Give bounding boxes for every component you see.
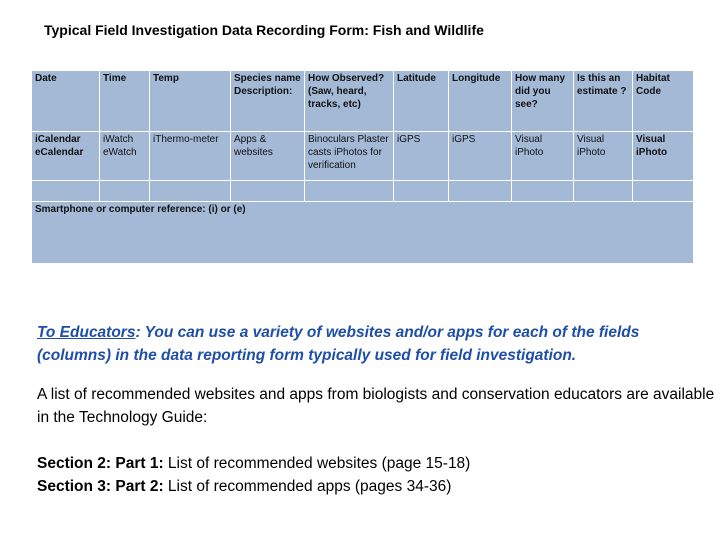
tool-date: iCalendar eCalendar xyxy=(32,132,100,181)
sections-list xyxy=(37,452,717,498)
tool-how-observed: Binoculars Plaster casts iPhotos for verification xyxy=(305,132,394,181)
technology-guide-text: A list of recommended websites and apps from biologists and conservation educators are available in the Technology Guide: xyxy=(37,386,715,426)
tool-time: iWatch eWatch xyxy=(100,132,150,181)
section-text: List of recommended websites (page 15-18) xyxy=(163,455,471,472)
tool-estimate: Visual iPhoto xyxy=(574,132,633,181)
tool-temp: iThermo-meter xyxy=(150,132,231,181)
header-how-observed: How Observed? (Saw, heard, tracks, etc) xyxy=(305,71,394,132)
tool-how-many: Visual iPhoto xyxy=(512,132,574,181)
header-estimate: Is this an estimate ? xyxy=(574,71,633,132)
empty-row xyxy=(32,181,694,202)
reference-row xyxy=(32,202,694,264)
header-row xyxy=(32,71,694,132)
educators-text: : You can use a variety of websites and/or apps for each of the fields (columns) in the data reporting form typically used for field investigation. xyxy=(37,324,640,364)
tool-species: Apps & websites xyxy=(231,132,305,181)
header-temp: Temp xyxy=(150,71,231,132)
educators-label: To Educators xyxy=(37,324,136,341)
data-recording-table xyxy=(31,70,694,264)
section-label: Section 3: Part 2: xyxy=(37,478,164,495)
tool-latitude: iGPS xyxy=(394,132,449,181)
header-longitude: Longitude xyxy=(449,71,512,132)
form-title: Typical Field Investigation Data Recording Form: Fish and Wildlife xyxy=(44,22,484,38)
header-latitude: Latitude xyxy=(394,71,449,132)
header-time: Time xyxy=(100,71,150,132)
reference-cell: Smartphone or computer reference: (i) or (e) xyxy=(32,202,694,264)
tool-habitat: Visual iPhoto xyxy=(633,132,694,181)
section-text: List of recommended apps (pages 34-36) xyxy=(163,478,452,495)
educators-note xyxy=(37,321,717,367)
section-item xyxy=(37,475,717,498)
section-label: Section 2: Part 1: xyxy=(37,455,164,472)
tools-row xyxy=(32,132,694,181)
header-species: Species name Description: xyxy=(231,71,305,132)
header-how-many: How many did you see? xyxy=(512,71,574,132)
header-date: Date xyxy=(32,71,100,132)
tool-longitude: iGPS xyxy=(449,132,512,181)
header-habitat: Habitat Code xyxy=(633,71,694,132)
section-item xyxy=(37,452,717,475)
